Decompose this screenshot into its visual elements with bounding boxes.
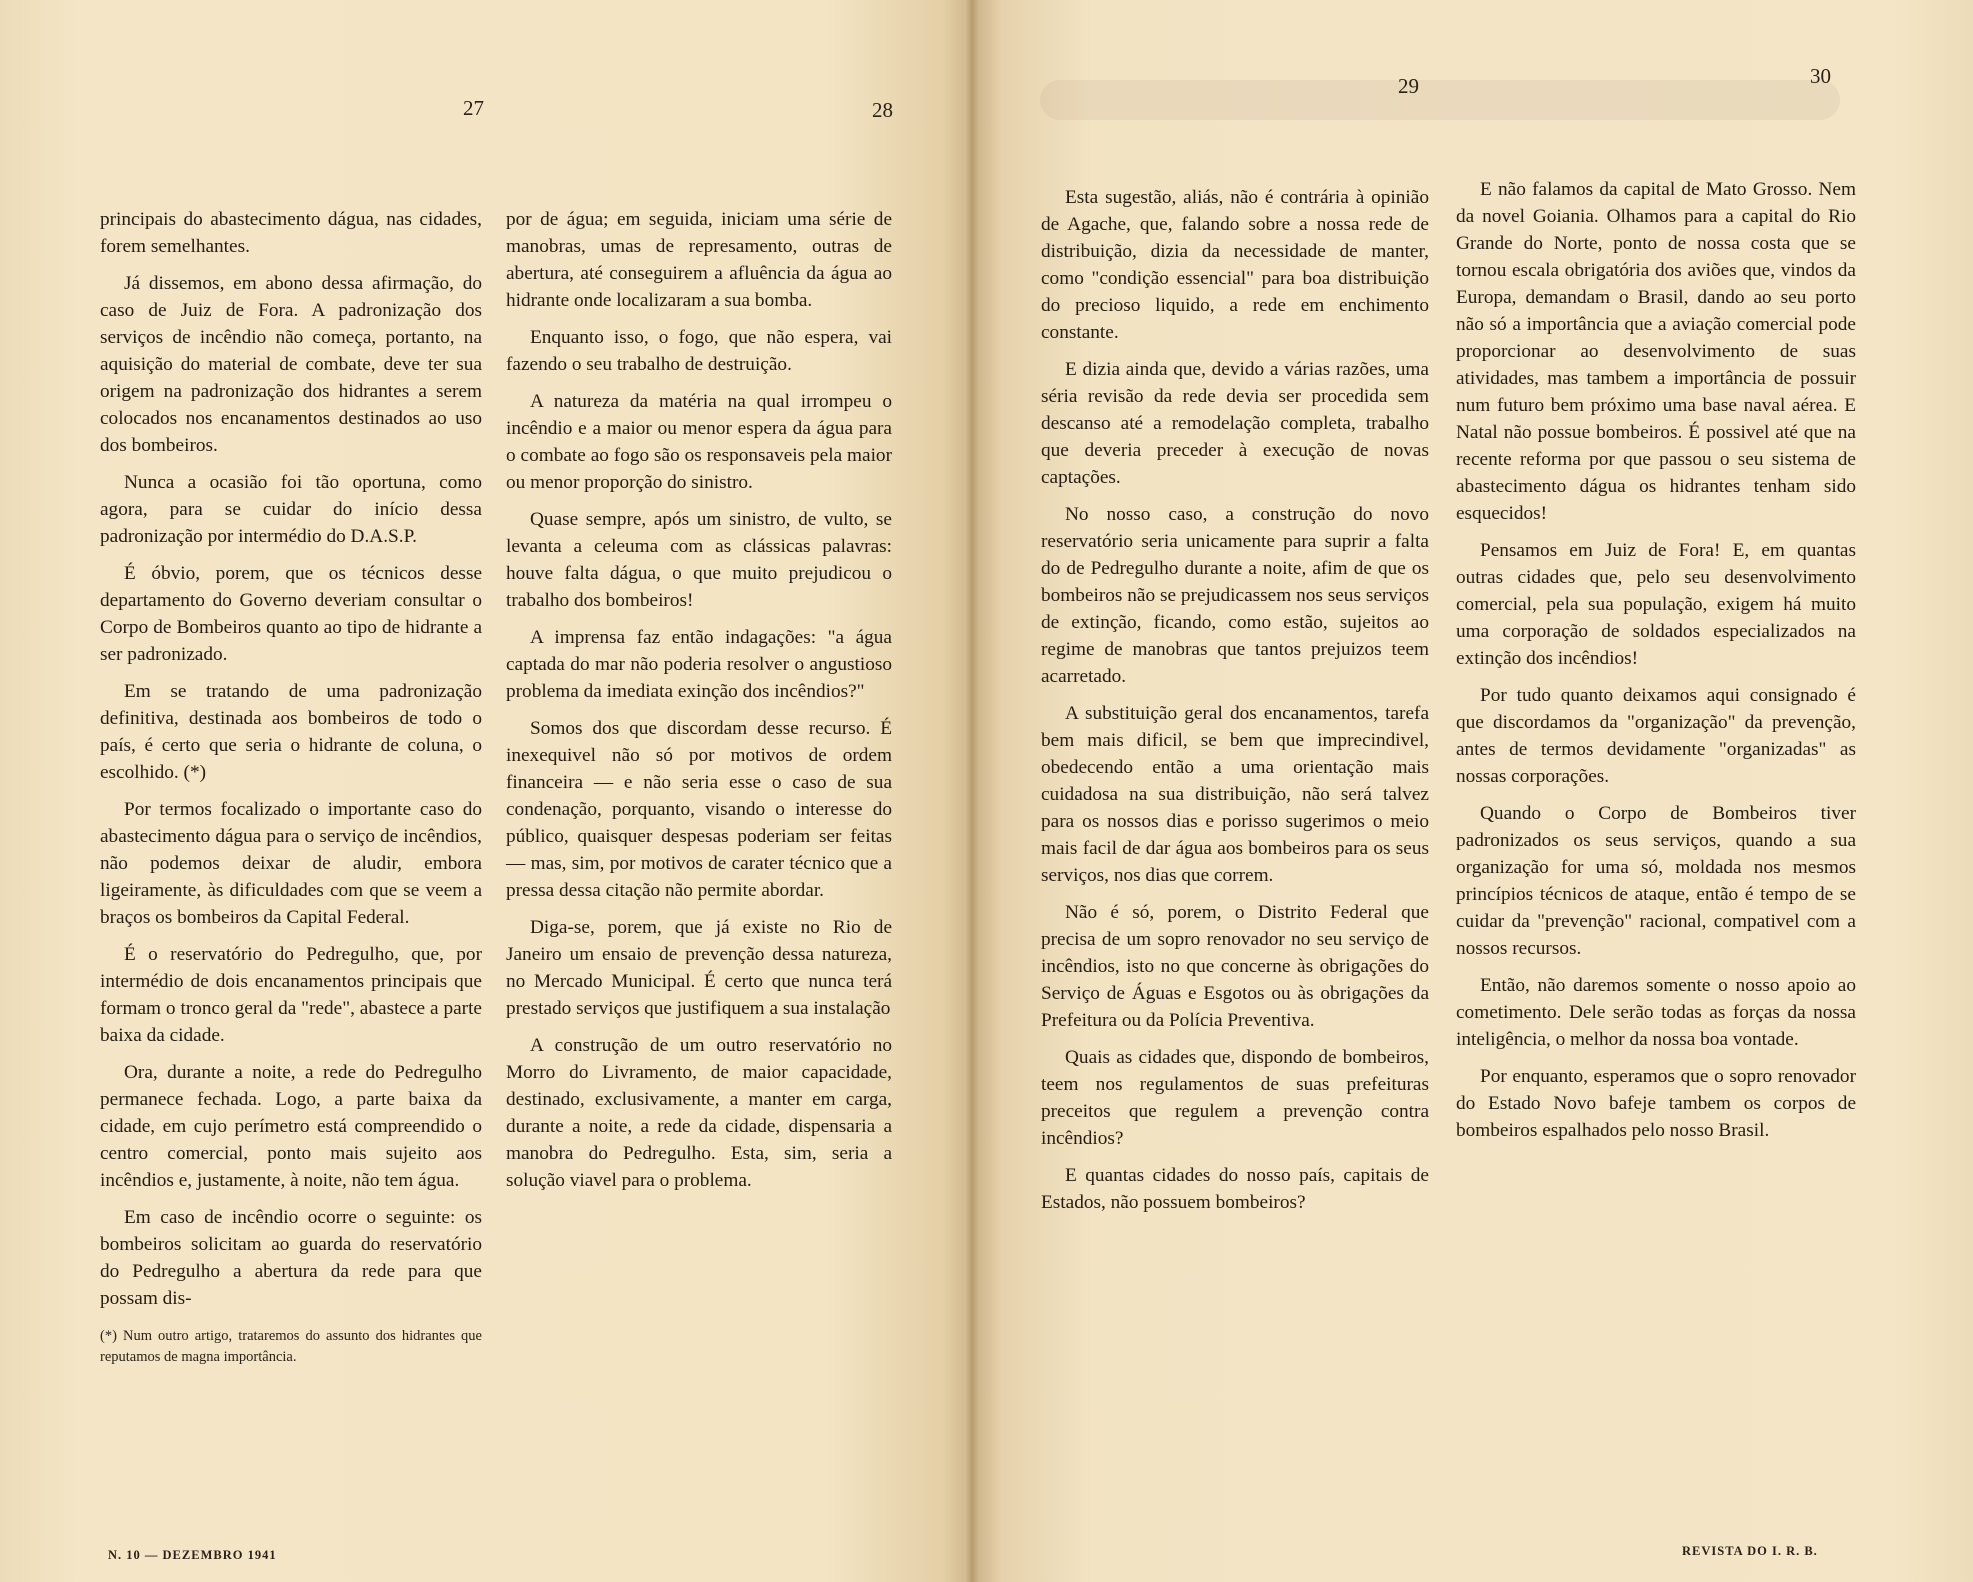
paragraph: por de água; em seguida, iniciam uma série de manobras, umas de represamento, outras de abertura, até conseguirem a afluência da água ao hidrante onde localizaram a sua bomba. (506, 209, 892, 311)
footer-publication-name: REVISTA DO I. R. B. (1682, 1544, 1818, 1558)
column-page-28 (506, 206, 892, 1194)
paragraph: A construção de um outro reservatório no Morro do Livramento, de maior capacidade, destinado, exclusivamente, a manter em carga, durante a noite, a rede da cidade, dispensaria a manobra do Pedregulho. Esta, sim, seria a solução viavel para o problema. (506, 1035, 892, 1191)
paragraph: E não falamos da capital de Mato Grosso. Nem da novel Goiania. Olhamos para a capital do Rio Grande do Norte, ponto de nossa costa que se tornou escala obrigatória dos aviões que, vindos da Europa, demandam o Brasil, dando ao seu porto não só a importância que a aviação comercial pode proporcionar ao desenvolvimento de suas atividades, mas tambem a importância de possuir num futuro bem próximo uma base naval aérea. E Natal não possue bombeiros. É possivel até que na recente reforma por que passou o seu sistema de abastecimento dágua os hidrantes tenham sido esquecidos! (1456, 179, 1856, 524)
column-page-27 (100, 206, 482, 1368)
paragraph: Quando o Corpo de Bombeiros tiver padronizados os seus serviços, quando a sua organização for uma só, moldada nos mesmos princípios técnicos de ataque, então é tempo de se cuidar da "prevenção" racional, compativel com a nossos recursos. (1456, 803, 1856, 959)
paragraph: Então, não daremos somente o nosso apoio ao cometimento. Dele serão todas as forças da nossa inteligência, o melhor da nossa boa vontade. (1456, 975, 1856, 1050)
paragraph: Nunca a ocasião foi tão oportuna, como agora, para se cuidar do início dessa padronização por intermédio do D.A.S.P. (100, 472, 482, 547)
paragraph: Quais as cidades que, dispondo de bombeiros, teem nos regulamentos de suas prefeituras preceitos que regulem a prevenção contra incêndios? (1041, 1047, 1429, 1149)
paragraph: Por termos focalizado o importante caso do abastecimento dágua para o serviço de incêndios, não podemos deixar de aludir, embora ligeiramente, às dificuldades com que se veem a braços os bombeiros da Capital Federal. (100, 799, 482, 928)
page-number-27: 27 (463, 96, 484, 120)
column-page-29 (1041, 184, 1429, 1216)
page-number-30: 30 (1810, 64, 1831, 88)
paragraph: Pensamos em Juiz de Fora! E, em quantas outras cidades que, pelo seu desenvolvimento comercial, pela sua população, exigem há muito uma corporação de soldados especializados na extinção dos incêndios! (1456, 540, 1856, 669)
paragraph: É o reservatório do Pedregulho, que, por intermédio de dois encanamentos principais que formam o tronco geral da "rede", abastece a parte baixa da cidade. (100, 944, 482, 1046)
paragraph: Não é só, porem, o Distrito Federal que precisa de um sopro renovador no seu serviço de incêndios, isto no que concerne às obrigações do Serviço de Águas e Esgotos ou às obrigações da Prefeitura ou da Polícia Preventiva. (1041, 902, 1429, 1031)
paragraph: Diga-se, porem, que já existe no Rio de Janeiro um ensaio de prevenção dessa natureza, no Mercado Municipal. É certo que nunca terá prestado serviços que justifiquem a sua instalação (506, 917, 892, 1019)
paragraph: principais do abastecimento dágua, nas cidades, forem semelhantes. (100, 209, 482, 257)
paragraph: Somos dos que discordam desse recurso. É inexequivel não só por motivos de ordem financeira — e não seria esse o caso de sua condenação, porquanto, visando o interesse do público, quaisquer despesas poderiam ser feitas — mas, sim, por motivos de carater técnico que a pressa dessa citação não permite abordar. (506, 718, 892, 901)
paragraph: Enquanto isso, o fogo, que não espera, vai fazendo o seu trabalho de destruição. (506, 327, 892, 375)
paragraph: Ora, durante a noite, a rede do Pedregulho permanece fechada. Logo, a parte baixa da cidade, em cujo perímetro está compreendido o centro comercial, ponto mais sujeito aos incêndios e, justamente, à noite, não tem água. (100, 1062, 482, 1191)
paragraph: A substituição geral dos encanamentos, tarefa bem mais dificil, se bem que imprecindivel, obedecendo então a uma orientação mais cuidadosa na sua distribuição, não será talvez para os nossos dias e porisso sugerimos o meio mais facil de dar água aos bombeiros para os seus serviços, nos dias que correm. (1041, 703, 1429, 886)
paragraph: E quantas cidades do nosso país, capitais de Estados, não possuem bombeiros? (1041, 1165, 1429, 1213)
paragraph: No nosso caso, a construção do novo reservatório seria unicamente para suprir a falta do de Pedregulho durante a noite, afim de que os bombeiros não se prejudicassem nos seus serviços de extinção, ficando, como estão, sujeitos ao regime de manobras que tantos prejuizos teem acarretado. (1041, 504, 1429, 687)
paragraph: Já dissemos, em abono dessa afirmação, do caso de Juiz de Fora. A padronização dos serviços de incêndio não começa, portanto, na aquisição do material de combate, deve ter sua origem na padronização dos hidrantes a serem colocados nos encanamentos destinados ao uso dos bombeiros. (100, 273, 482, 456)
paragraph: A imprensa faz então indagações: "a água captada do mar não poderia resolver o angustioso problema da imediata exinção dos incêndios?" (506, 627, 892, 702)
paragraph: Em se tratando de uma padronização definitiva, destinada aos bombeiros de todo o país, é certo que seria o hidrante de coluna, o escolhido. (*) (100, 681, 482, 783)
paragraph: Por tudo quanto deixamos aqui consignado é que discordamos da "organização" da prevenção, antes de termos devidamente "organizadas" as nossas corporações. (1456, 685, 1856, 787)
paragraph: É óbvio, porem, que os técnicos desse departamento do Governo deveriam consultar o Corpo de Bombeiros quanto ao tipo de hidrante a ser padronizado. (100, 563, 482, 665)
paragraph: Esta sugestão, aliás, não é contrária à opinião de Agache, que, falando sobre a nossa rede de distribuição, dizia da necessidade de manter, como "condição essencial" para boa distribuição do precioso liquido, a rede em enchimento constante. (1041, 187, 1429, 343)
book-gutter (964, 0, 980, 1582)
paragraph: Por enquanto, esperamos que o sopro renovador do Estado Novo bafeje tambem os corpos de bombeiros espalhados pelo nosso Brasil. (1456, 1066, 1856, 1141)
paragraph: Em caso de incêndio ocorre o seguinte: os bombeiros solicitam ao guarda do reservatório do Pedregulho a abertura da rede para que possam dis- (100, 1207, 482, 1309)
footnote: (*) Num outro artigo, trataremos do assunto dos hidrantes que reputamos de magna importância. (100, 1328, 482, 1365)
page-number-29: 29 (1398, 74, 1419, 98)
column-page-30 (1456, 176, 1856, 1144)
faded-stamp (1040, 80, 1840, 120)
paragraph: Quase sempre, após um sinistro, de vulto, se levanta a celeuma com as clássicas palavras: houve falta dágua, o que muito prejudicou o trabalho dos bombeiros! (506, 509, 892, 611)
paragraph: A natureza da matéria na qual irrompeu o incêndio e a maior ou menor espera da água para o combate ao fogo são os responsaveis pela maior ou menor proporção do sinistro. (506, 391, 892, 493)
paragraph: E dizia ainda que, devido a várias razões, uma séria revisão da rede devia ser procedida sem descanso até a remodelação completa, trabalho que deveria preceder à execução de novas captações. (1041, 359, 1429, 488)
footer-issue-date: N. 10 — DEZEMBRO 1941 (108, 1548, 277, 1562)
page-number-28: 28 (872, 98, 893, 122)
